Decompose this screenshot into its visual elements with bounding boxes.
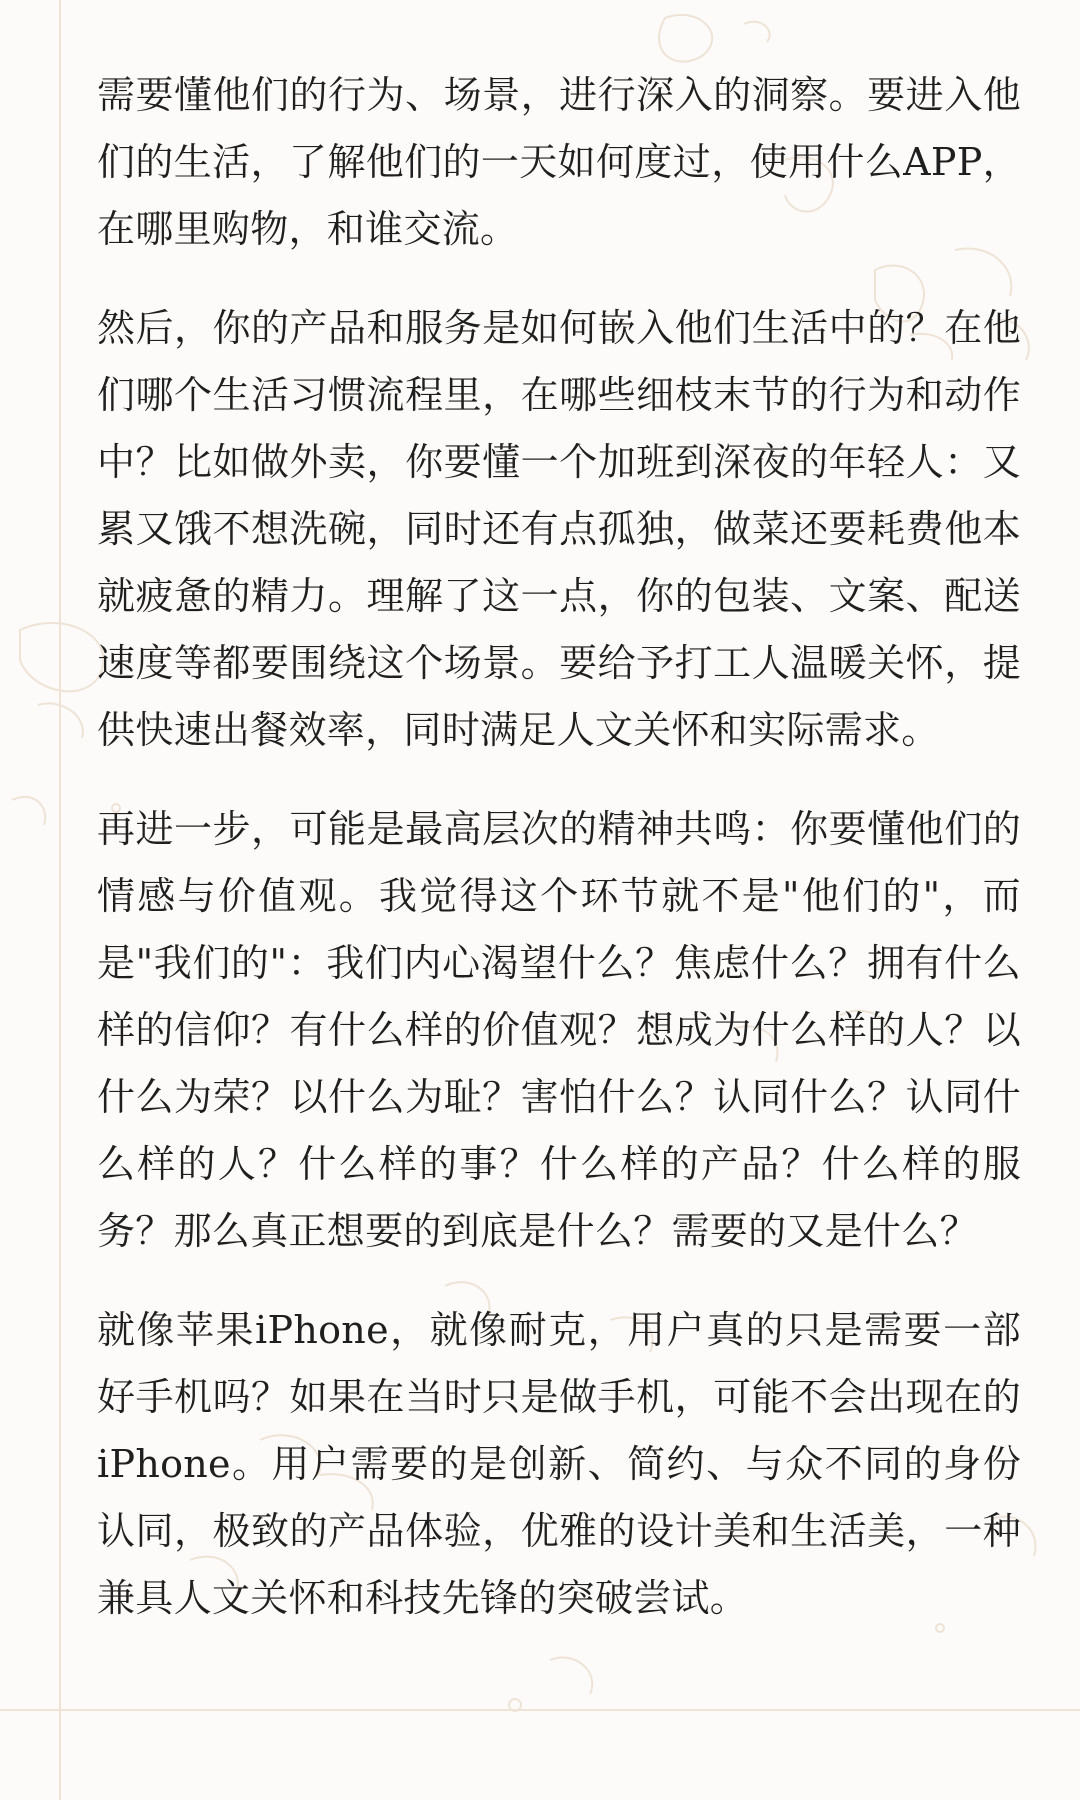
- article-content: [97, 62, 1021, 1664]
- article-paragraph: 就像苹果iPhone，就像耐克，用户真的只是需要一部好手机吗？如果在当时只是做手机，可能不会出现在的iPhone。用户需要的是创新、简约、与众不同的身份认同，极致的产品体验，优雅的设计美和生活美，一种兼具人文关怀和科技先锋的突破尝试。: [97, 1308, 1021, 1620]
- article-paragraph: 然后，你的产品和服务是如何嵌入他们生活中的？在他们哪个生活习惯流程里，在哪些细枝末节的行为和动作中？比如做外卖，你要懂一个加班到深夜的年轻人：又累又饿不想洗碗，同时还有点孤独，做菜还要耗费他本就疲惫的精力。理解了这一点，你的包装、文案、配送速度等都要围绕这个场景。要给予打工人温暖关怀，提供快速出餐效率，同时满足人文关怀和实际需求。: [97, 306, 1021, 752]
- article-paragraph: 再进一步，可能是最高层次的精神共鸣：你要懂他们的情感与价值观。我觉得这个环节就不是"他们的"，而是"我们的"：我们内心渴望什么？焦虑什么？拥有什么样的信仰？有什么样的价值观？想成为什么样的人？以什么为荣？以什么为耻？害怕什么？认同什么？认同什么样的人？什么样的事？什么样的产品？什么样的服务？那么真正想要的到底是什么？需要的又是什么？: [97, 807, 1021, 1253]
- article-paragraph: 需要懂他们的行为、场景，进行深入的洞察。要进入他们的生活，了解他们的一天如何度过，使用什么APP，在哪里购物，和谁交流。: [97, 73, 1021, 251]
